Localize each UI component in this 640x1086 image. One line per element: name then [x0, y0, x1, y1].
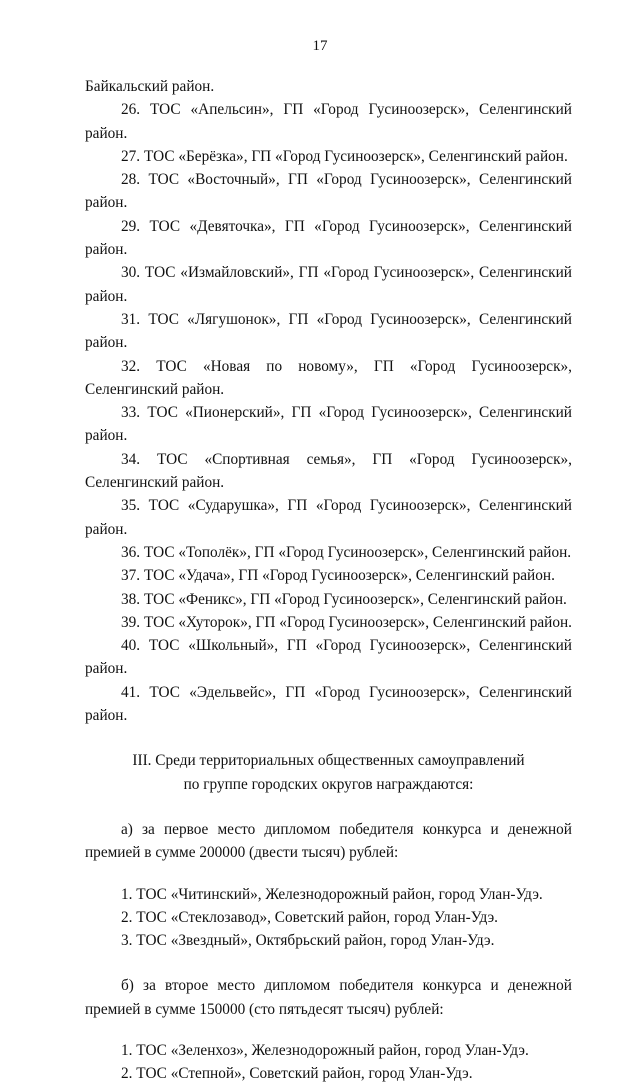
list-item: 40. ТОС «Школьный», ГП «Город Гусиноозерск», Селенгинский район. — [85, 637, 572, 678]
section-heading-line2: по группе городских округов награждаются: — [183, 775, 474, 793]
list-item: 39. ТОС «Хуторок», ГП «Город Гусиноозерск», Селенгинский район. — [121, 613, 572, 631]
list-item: 27. ТОС «Берёзка», ГП «Город Гусиноозерск», Селенгинский район. — [121, 147, 568, 165]
list-item: 36. ТОС «Тополёк», ГП «Город Гусиноозерск», Селенгинский район. — [121, 543, 572, 561]
first-place-intro: а) за первое место дипломом победителя конкурса и денежной премией в сумме 200000 (двести тысяч) рублей: — [85, 820, 572, 862]
first-place-item: 3. ТОС «Звездный», Октябрьский район, город Улан-Удэ. — [121, 932, 495, 950]
list-item: 29. ТОС «Девяточка», ГП «Город Гусиноозерск», Селенгинский район. — [85, 217, 572, 259]
list-item: 34. ТОС «Спортивная семья», ГП «Город Гусиноозерск», Селенгинский район. — [85, 450, 572, 492]
second-place-intro: б) за второе место дипломом победителя конкурса и денежной премией в сумме 150000 (сто пятьдесят тысяч) рублей: — [85, 977, 572, 1018]
page-number: 17 — [312, 38, 328, 54]
first-place-item: 2. ТОС «Стеклозавод», Советский район, город Улан-Удэ. — [121, 908, 498, 926]
continuation-text: Байкальский район. — [85, 78, 215, 95]
first-place-item: 1. ТОС «Читинский», Железнодорожный район, город Улан-Удэ. — [121, 885, 543, 903]
list-item: 35. ТОС «Сударушка», ГП «Город Гусиноозерск», Селенгинский район. — [85, 497, 572, 538]
list-item: 30. ТОС «Измайловский», ГП «Город Гусиноозерск», Селенгинский район. — [85, 264, 572, 305]
list-item: 31. ТОС «Лягушонок», ГП «Город Гусиноозерск», Селенгинский район. — [85, 310, 572, 352]
list-item: 37. ТОС «Удача», ГП «Город Гусиноозерск», Селенгинский район. — [121, 567, 555, 585]
second-place-item: 1. ТОС «Зеленхоз», Железнодорожный район, город Улан-Удэ. — [121, 1041, 529, 1059]
list-item: 32. ТОС «Новая по новому», ГП «Город Гусиноозерск», Селенгинский район. — [85, 357, 572, 398]
list-item: 26. ТОС «Апельсин», ГП «Город Гусиноозерск», Селенгинский район. — [85, 101, 572, 142]
second-place-item: 2. ТОС «Степной», Советский район, город Улан-Удэ. — [121, 1065, 473, 1083]
list-item: 33. ТОС «Пионерский», ГП «Город Гусиноозерск», Селенгинский район. — [85, 404, 572, 445]
list-item: 28. ТОС «Восточный», ГП «Город Гусиноозерск», Селенгинский район. — [85, 171, 572, 212]
document-body — [85, 75, 572, 1086]
section-heading-line1: III. Среди территориальных общественных самоуправлений — [132, 752, 525, 770]
list-item: 38. ТОС «Феникс», ГП «Город Гусиноозерск», Селенгинский район. — [121, 590, 567, 608]
list-item: 41. ТОС «Эдельвейс», ГП «Город Гусиноозерск», Селенгинский район. — [85, 683, 572, 725]
